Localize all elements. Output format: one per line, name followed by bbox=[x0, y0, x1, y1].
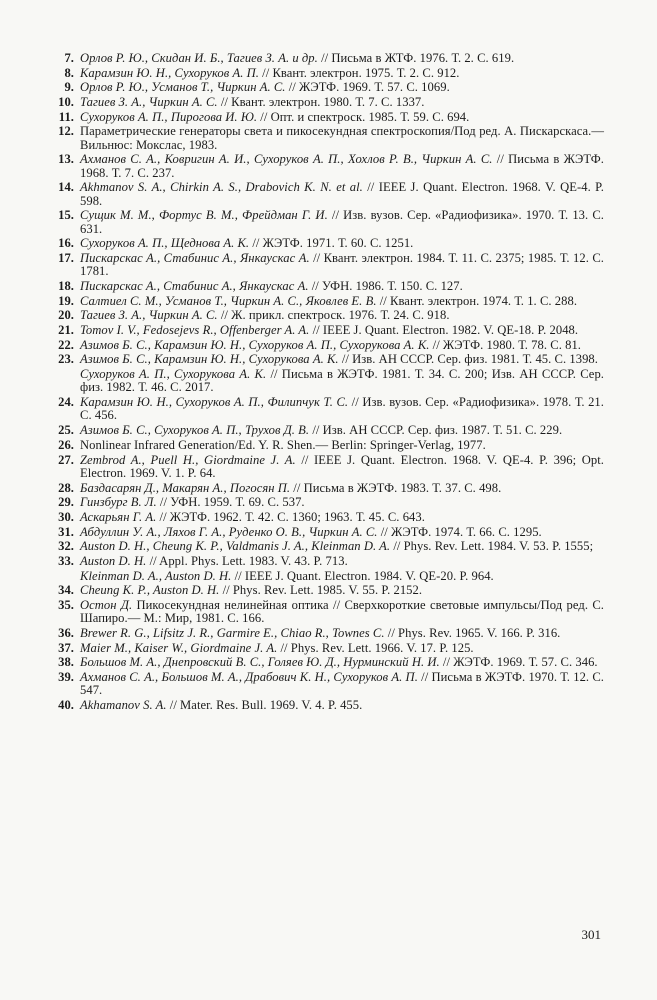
reference-authors: Тагиев З. А., Чиркин А. С. bbox=[80, 308, 218, 323]
reference-text bbox=[80, 540, 604, 553]
reference-authors: Brewer R. G., Lifsitz J. R., Garmire E., Chiao R., Townes C. bbox=[80, 625, 385, 640]
reference-item bbox=[56, 555, 604, 568]
reference-text bbox=[80, 153, 604, 180]
reference-source: // Письма в ЖЭТФ. 1981. Т. 34. С. 200; Изв. АН СССР. Сер. физ. 1982. Т. 46. С. 2017. bbox=[80, 367, 604, 395]
reference-number: 35. bbox=[58, 598, 74, 612]
reference-source: // Письма в ЖЭТФ. 1968. Т. 7. С. 237. bbox=[80, 152, 604, 180]
reference-number: 7. bbox=[64, 51, 74, 65]
reference-text bbox=[80, 511, 604, 524]
reference-text bbox=[80, 424, 604, 437]
reference-item bbox=[56, 81, 604, 94]
reference-text bbox=[80, 439, 604, 452]
reference-item bbox=[56, 125, 604, 152]
reference-source: // IEEE J. Quant. Electron. 1968. V. QE-4. P. 598. bbox=[80, 180, 604, 208]
reference-authors: Карамзин Ю. Н., Сухоруков А. П., Филипчук Т. С. bbox=[80, 395, 349, 410]
reference-text bbox=[80, 584, 604, 597]
reference-text bbox=[80, 526, 604, 539]
reference-text bbox=[80, 96, 604, 109]
reference-source: // Изв. вузов. Сер. «Радиофизика». 1978. Т. 21. С. 456. bbox=[80, 395, 604, 423]
reference-number bbox=[56, 570, 80, 583]
reference-source: // Письма в ЖЭТФ. 1970. Т. 12. С. 547. bbox=[80, 670, 605, 698]
reference-item bbox=[56, 424, 604, 437]
reference-text bbox=[80, 111, 604, 124]
reference-authors: Большов М. А., Днепровский В. С., Голяев Ю. Д., Нурминский Н. И. bbox=[80, 655, 440, 670]
reference-authors: Ахманов С. А., Ковригин А. И., Сухоруков А. П., Хохлов Р. В., Чиркин А. С. bbox=[80, 152, 493, 167]
reference-item bbox=[56, 111, 604, 124]
reference-source: Параметрические генераторы света и пикосекундная спектроскопия/Под ред. А. Пискарскаса.— Вильнюс: Мокслас, 1983. bbox=[80, 124, 604, 152]
reference-source: Пикосекундная нелинейная оптика // Сверхкороткие световые импульсы/Под ред. С. Шапиро.— М.: Мир, 1981. С. 166. bbox=[80, 598, 605, 626]
reference-authors: Тагиев З. А., Чиркин А. С. bbox=[80, 95, 218, 110]
reference-authors: Пискарскас А., Стабинис А., Янкаускас А. bbox=[80, 251, 310, 266]
reference-authors: Остон Д. bbox=[80, 598, 133, 612]
reference-text bbox=[80, 496, 604, 509]
reference-number: 21. bbox=[58, 323, 74, 338]
reference-authors: Орлов Р. Ю., Усманов Т., Чиркин А. С. bbox=[80, 80, 286, 95]
reference-number: 32. bbox=[58, 539, 74, 554]
reference-authors: Akhmanov S. A., Chirkin A. S., Drabovich K. N. et al. bbox=[80, 180, 363, 195]
reference-authors: Азимов Б. С., Карамзин Ю. Н., Сухоруков А. П., Сухорукова А. К. bbox=[80, 337, 430, 352]
reference-number: 37. bbox=[58, 640, 74, 655]
reference-text bbox=[80, 52, 604, 65]
reference-number: 9. bbox=[64, 80, 74, 95]
reference-text bbox=[80, 368, 604, 395]
reference-text bbox=[80, 671, 604, 698]
reference-source: // ЖЭТФ. 1962. Т. 42. С. 1360; 1963. Т. 45. С. 643. bbox=[159, 509, 425, 524]
reference-item bbox=[56, 496, 604, 509]
reference-list bbox=[56, 52, 604, 714]
reference-number: 31. bbox=[58, 524, 74, 539]
reference-item bbox=[56, 339, 604, 352]
reference-number: 34. bbox=[58, 583, 74, 598]
reference-source: // Изв. АН СССР. Сер. физ. 1981. Т. 45. С. 1398. bbox=[341, 352, 598, 367]
reference-number: 22. bbox=[58, 337, 74, 352]
reference-number: 25. bbox=[58, 423, 74, 438]
reference-text bbox=[80, 699, 604, 712]
reference-source: // ЖЭТФ. 1969. Т. 57. С. 1069. bbox=[288, 80, 450, 95]
reference-authors: Сухоруков А. П., Пирогова И. Ю. bbox=[80, 109, 258, 124]
reference-number: 38. bbox=[58, 655, 74, 670]
reference-item bbox=[56, 699, 604, 712]
reference-number: 19. bbox=[58, 293, 74, 308]
reference-source: // Изв. вузов. Сер. «Радиофизика». 1970. Т. 13. С. 631. bbox=[80, 208, 604, 236]
reference-item bbox=[56, 540, 604, 553]
reference-number: 16. bbox=[58, 236, 74, 251]
reference-source: // ЖЭТФ. 1974. Т. 66. С. 1295. bbox=[380, 524, 542, 539]
reference-text bbox=[80, 125, 604, 152]
reference-item bbox=[56, 454, 604, 481]
reference-authors: Гинзбург В. Л. bbox=[80, 495, 157, 510]
reference-text bbox=[80, 555, 604, 568]
reference-number: 15. bbox=[58, 208, 74, 223]
reference-item bbox=[56, 656, 604, 669]
reference-authors: Zembrod A., Puell H., Giordmaine J. A. bbox=[80, 452, 296, 467]
reference-authors: Auston D. H. bbox=[80, 553, 147, 568]
reference-text bbox=[80, 280, 604, 293]
reference-text bbox=[80, 252, 604, 279]
reference-authors: Орлов Р. Ю., Скидан И. Б., Тагиев З. А. и др. bbox=[80, 51, 318, 65]
reference-text bbox=[80, 237, 604, 250]
reference-source: // ЖЭТФ. 1980. Т. 78. С. 81. bbox=[432, 337, 581, 352]
reference-item bbox=[56, 52, 604, 65]
reference-source: // УФН. 1959. Т. 69. С. 537. bbox=[159, 495, 305, 510]
reference-text bbox=[80, 339, 604, 352]
reference-item bbox=[56, 153, 604, 180]
reference-authors: Азимов Б. С., Сухоруков А. П., Трухов Д. В. bbox=[80, 423, 310, 438]
reference-item bbox=[56, 96, 604, 109]
reference-number: 14. bbox=[58, 180, 74, 195]
reference-item bbox=[56, 368, 604, 395]
reference-item bbox=[56, 396, 604, 423]
reference-number: 10. bbox=[58, 95, 74, 110]
reference-item bbox=[56, 252, 604, 279]
reference-source: // ЖЭТФ. 1969. Т. 57. С. 346. bbox=[442, 655, 598, 670]
reference-item bbox=[56, 353, 604, 366]
reference-item bbox=[56, 584, 604, 597]
reference-text bbox=[80, 396, 604, 423]
reference-authors: Maier M., Kaiser W., Giordmaine J. A. bbox=[80, 640, 278, 655]
reference-authors: Сухоруков А. П., Сухорукова А. К. bbox=[80, 367, 267, 382]
reference-text bbox=[80, 324, 604, 337]
reference-authors: Akhamanov S. A. bbox=[80, 698, 167, 713]
reference-text bbox=[80, 353, 604, 366]
reference-authors: Абдуллин У. А., Ляхов Г. А., Руденко О. В., Чиркин А. С. bbox=[80, 524, 378, 539]
reference-source: // Квант. электрон. 1974. Т. 1. С. 288. bbox=[379, 293, 578, 308]
reference-number: 29. bbox=[58, 495, 74, 510]
reference-authors: Аскарьян Г. А. bbox=[80, 509, 157, 524]
reference-number: 8. bbox=[64, 65, 74, 80]
reference-authors: Карамзин Ю. Н., Сухоруков А. П. bbox=[80, 65, 259, 80]
reference-text bbox=[80, 627, 604, 640]
reference-number bbox=[56, 368, 80, 395]
reference-number: 20. bbox=[58, 308, 74, 323]
reference-source: // Письма в ЖТФ. 1976. Т. 2. С. 619. bbox=[321, 51, 515, 65]
reference-authors: Баздасарян Д., Макарян А., Погосян П. bbox=[80, 480, 291, 495]
reference-authors: Cheung K. P., Auston D. H. bbox=[80, 583, 220, 598]
reference-number: 26. bbox=[58, 437, 74, 452]
reference-item bbox=[56, 642, 604, 655]
reference-item bbox=[56, 511, 604, 524]
reference-text bbox=[80, 309, 604, 322]
reference-source: // IEEE J. Quant. Electron. 1984. V. QE-20. P. 964. bbox=[234, 568, 494, 583]
reference-item bbox=[56, 482, 604, 495]
reference-authors: Сухоруков А. П., Щеднова А. К. bbox=[80, 236, 250, 251]
reference-item bbox=[56, 295, 604, 308]
reference-text bbox=[80, 599, 604, 626]
reference-authors: Сущик М. М., Фортус В. М., Фрейдман Г. И. bbox=[80, 208, 328, 223]
reference-source: // Письма в ЖЭТФ. 1983. Т. 37. С. 498. bbox=[293, 480, 502, 495]
reference-authors: Салтиел С. М., Усманов Т., Чиркин А. С., Яковлев Е. В. bbox=[80, 293, 377, 308]
reference-item bbox=[56, 324, 604, 337]
reference-source: // Phys. Rev. Lett. 1966. V. 17. P. 125. bbox=[280, 640, 474, 655]
reference-item bbox=[56, 627, 604, 640]
reference-number: 17. bbox=[58, 251, 74, 266]
reference-authors: Ахманов С. А., Большов М. А., Драбович К. Н., Сухоруков А. П. bbox=[80, 670, 418, 685]
reference-text bbox=[80, 570, 604, 583]
reference-authors: Auston D. H., Cheung K. P., Valdmanis J. A., Kleinman D. A. bbox=[80, 539, 391, 554]
reference-source: // УФН. 1986. Т. 150. С. 127. bbox=[311, 279, 463, 294]
reference-number: 30. bbox=[58, 509, 74, 524]
reference-item bbox=[56, 309, 604, 322]
reference-source: // Phys. Rev. Lett. 1984. V. 53. P. 1555; bbox=[393, 539, 594, 554]
reference-source: // Phys. Rev. Lett. 1985. V. 55. P. 2152. bbox=[222, 583, 423, 598]
reference-number: 13. bbox=[58, 152, 74, 167]
reference-source: // Appl. Phys. Lett. 1983. V. 43. P. 713. bbox=[149, 553, 348, 568]
reference-text bbox=[80, 454, 604, 481]
reference-source: // IEEE J. Quant. Electron. 1982. V. QE-18. P. 2048. bbox=[312, 323, 579, 338]
reference-source: // Изв. АН СССР. Сер. физ. 1987. Т. 51. С. 229. bbox=[312, 423, 563, 438]
reference-text bbox=[80, 209, 604, 236]
reference-text bbox=[80, 67, 604, 80]
reference-item bbox=[56, 209, 604, 236]
reference-number: 39. bbox=[58, 670, 74, 685]
reference-number: 33. bbox=[58, 553, 74, 568]
reference-number: 18. bbox=[58, 279, 74, 294]
reference-authors: Tomov I. V., Fedosejevs R., Offenberger A. A. bbox=[80, 323, 310, 338]
reference-source: // Mater. Res. Bull. 1969. V. 4. P. 455. bbox=[169, 698, 363, 713]
reference-source: // Квант. электрон. 1980. Т. 7. С. 1337. bbox=[220, 95, 425, 110]
reference-source: Nonlinear Infrared Generation/Ed. Y. R. Shen.— Berlin: Springer-Verlag, 1977. bbox=[80, 437, 486, 452]
reference-item bbox=[56, 67, 604, 80]
reference-authors: Азимов Б. С., Карамзин Ю. Н., Сухорукова А. К. bbox=[80, 352, 339, 367]
reference-authors: Kleinman D. A., Auston D. H. bbox=[80, 568, 232, 583]
reference-item bbox=[56, 237, 604, 250]
reference-source: // Квант. электрон. 1975. Т. 2. С. 912. bbox=[262, 65, 460, 80]
reference-number: 40. bbox=[58, 698, 74, 713]
reference-number: 11. bbox=[58, 109, 74, 124]
reference-text bbox=[80, 642, 604, 655]
reference-number: 36. bbox=[58, 625, 74, 640]
reference-number: 23. bbox=[58, 352, 74, 367]
reference-item bbox=[56, 439, 604, 452]
reference-text bbox=[80, 482, 604, 495]
reference-source: // IEEE J. Quant. Electron. 1968. V. QE-4. P. 396; Opt. Electron. 1969. V. 1. P. 64. bbox=[80, 452, 604, 480]
reference-text bbox=[80, 295, 604, 308]
reference-number: 12. bbox=[58, 124, 74, 139]
reference-text bbox=[80, 81, 604, 94]
reference-item bbox=[56, 570, 604, 583]
reference-source: // ЖЭТФ. 1971. Т. 60. С. 1251. bbox=[252, 236, 414, 251]
reference-source: // Ж. прикл. спектроск. 1976. Т. 24. С. 918. bbox=[220, 308, 450, 323]
reference-item bbox=[56, 599, 604, 626]
reference-item bbox=[56, 181, 604, 208]
reference-number: 27. bbox=[58, 452, 74, 467]
reference-item bbox=[56, 526, 604, 539]
reference-source: // Квант. электрон. 1984. Т. 11. С. 2375; 1985. Т. 12. С. 1781. bbox=[80, 251, 604, 279]
reference-item bbox=[56, 280, 604, 293]
reference-text bbox=[80, 181, 604, 208]
page-number: 301 bbox=[581, 927, 601, 942]
reference-text bbox=[80, 656, 604, 669]
reference-source: // Phys. Rev. 1965. V. 166. P. 316. bbox=[387, 625, 561, 640]
reference-number: 24. bbox=[58, 395, 74, 410]
reference-authors: Пискарскас А., Стабинис А., Янкаускас А. bbox=[80, 279, 309, 294]
reference-source: // Опт. и спектроск. 1985. Т. 59. С. 694. bbox=[260, 109, 470, 124]
reference-number: 28. bbox=[58, 480, 74, 495]
reference-item bbox=[56, 671, 604, 698]
